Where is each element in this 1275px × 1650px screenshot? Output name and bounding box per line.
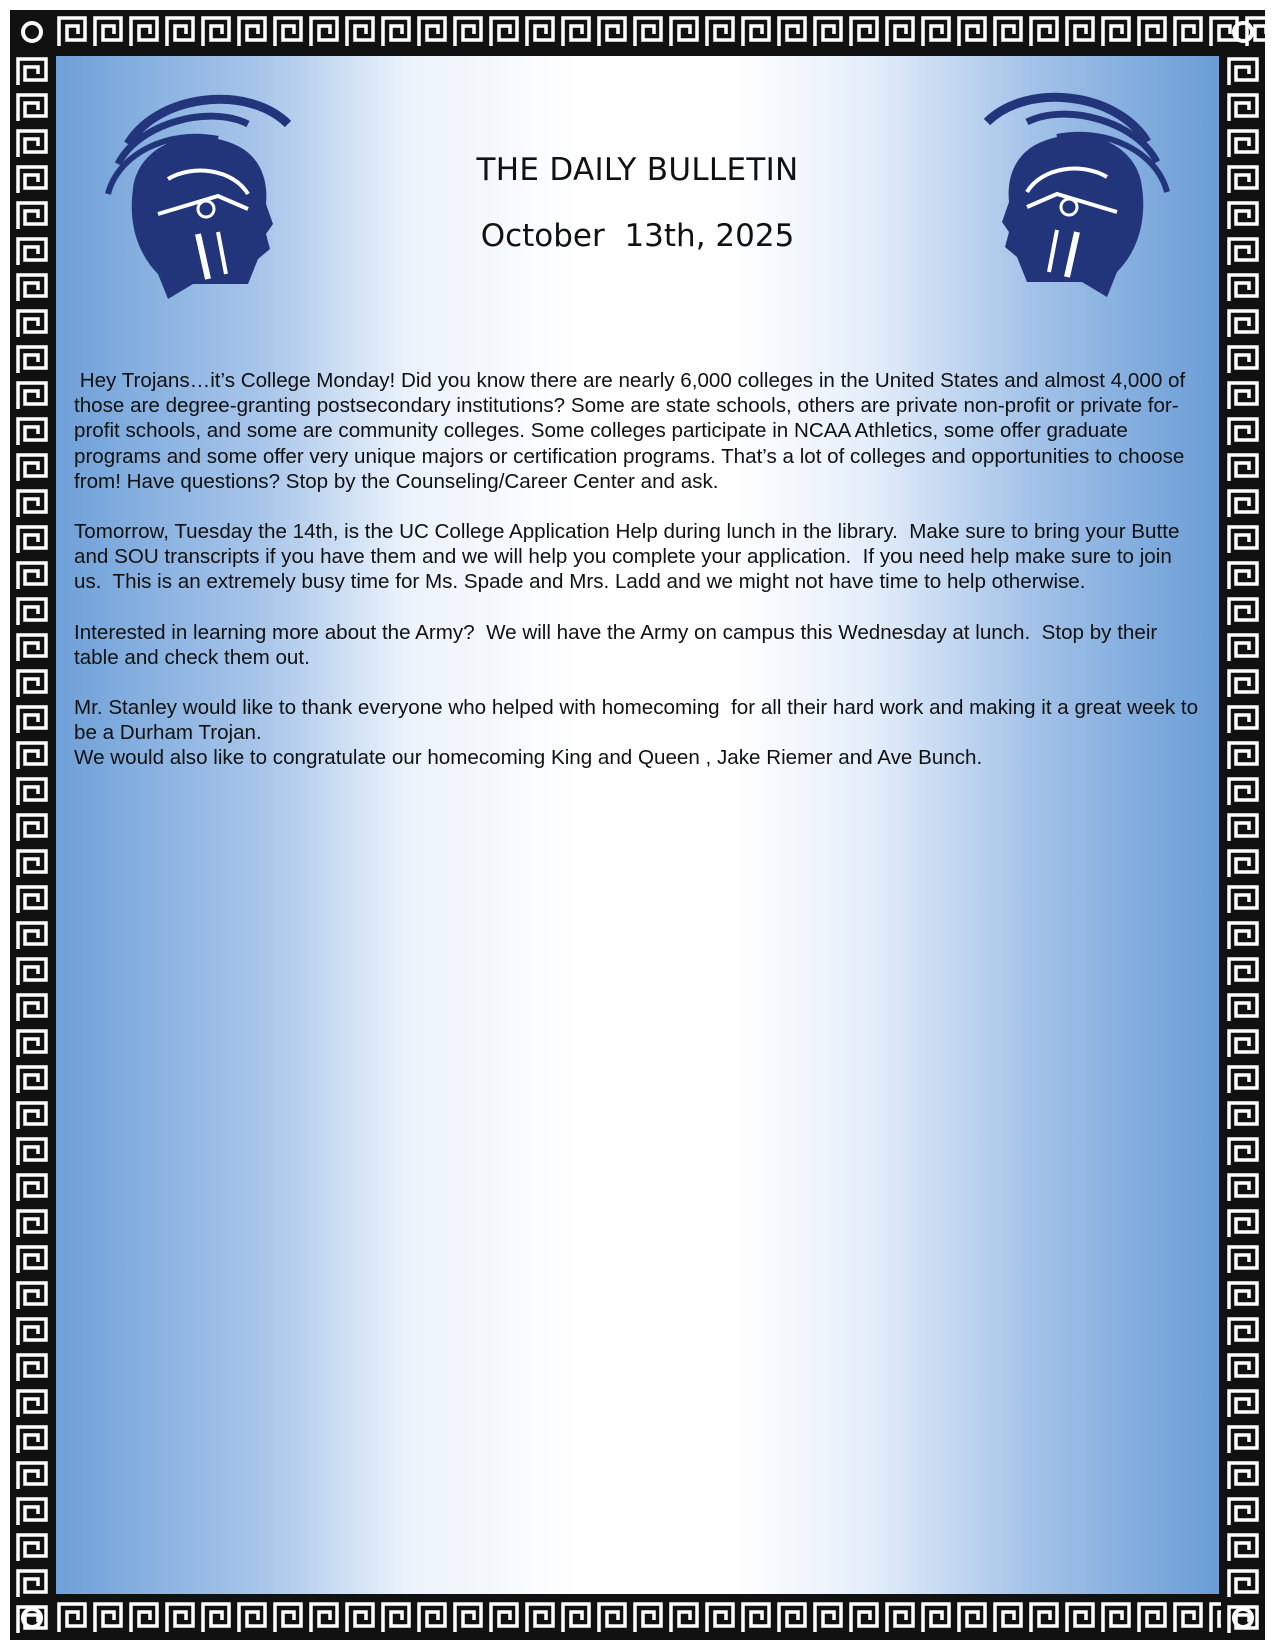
paragraph-army-visit: Interested in learning more about the Army? We will have the Army on campus this Wednesday at lunch. Stop by their table and check them out. — [74, 620, 1163, 669]
corner-ring-icon — [1221, 10, 1265, 54]
corner-ring-icon — [10, 10, 54, 54]
bulletin-title: THE DAILY BULLETIN — [476, 152, 799, 188]
bulletin-panel — [56, 56, 1219, 1594]
border-left-pattern — [10, 54, 54, 1640]
border-right-pattern — [1221, 54, 1265, 1640]
bulletin-date: October 13th, 2025 — [480, 218, 795, 254]
paragraph-homecoming-thanks: Mr. Stanley would like to thank everyone who helped with homecoming for all their hard work and making it a great week to be a Durham Trojan. — [74, 696, 1204, 745]
corner-ring-icon — [1221, 1596, 1265, 1640]
paragraph-homecoming-royalty: We would also like to congratulate our homecoming King and Queen , Jake Riemer and Ave Bunch. — [74, 746, 983, 770]
trojan-helmet-icon — [967, 82, 1177, 302]
border-bottom-pattern — [54, 1596, 1265, 1640]
corner-ring-icon — [10, 1596, 54, 1640]
paragraph-college-monday: Hey Trojans…it’s College Monday! Did you know there are nearly 6,000 colleges in the United States and almost 4,000 of those are degree-granting postsecondary institutions? Some are state schools, others are private non-profit or private for-profit schools, and some are community colleges. Some colleges participate in NCAA Athletics, some offer graduate programs and some offer very unique majors or certification programs. That’s a lot of colleges and opportunities to choose from! Have questions? Stop by the Counseling/Career Center and ask. — [74, 369, 1191, 493]
bulletin-body — [74, 368, 1204, 796]
trojan-helmet-icon — [98, 84, 308, 304]
border-top-pattern — [54, 10, 1265, 54]
paragraph-uc-application-help: Tomorrow, Tuesday the 14th, is the UC College Application Help during lunch in the library. Make sure to bring your Butte and SOU transcripts if you have them and we will help you complete your application. If you need help make sure to join us. This is an extremely busy time for Ms. Spade and Mrs. Ladd and we might not have time to help otherwise. — [74, 520, 1186, 594]
